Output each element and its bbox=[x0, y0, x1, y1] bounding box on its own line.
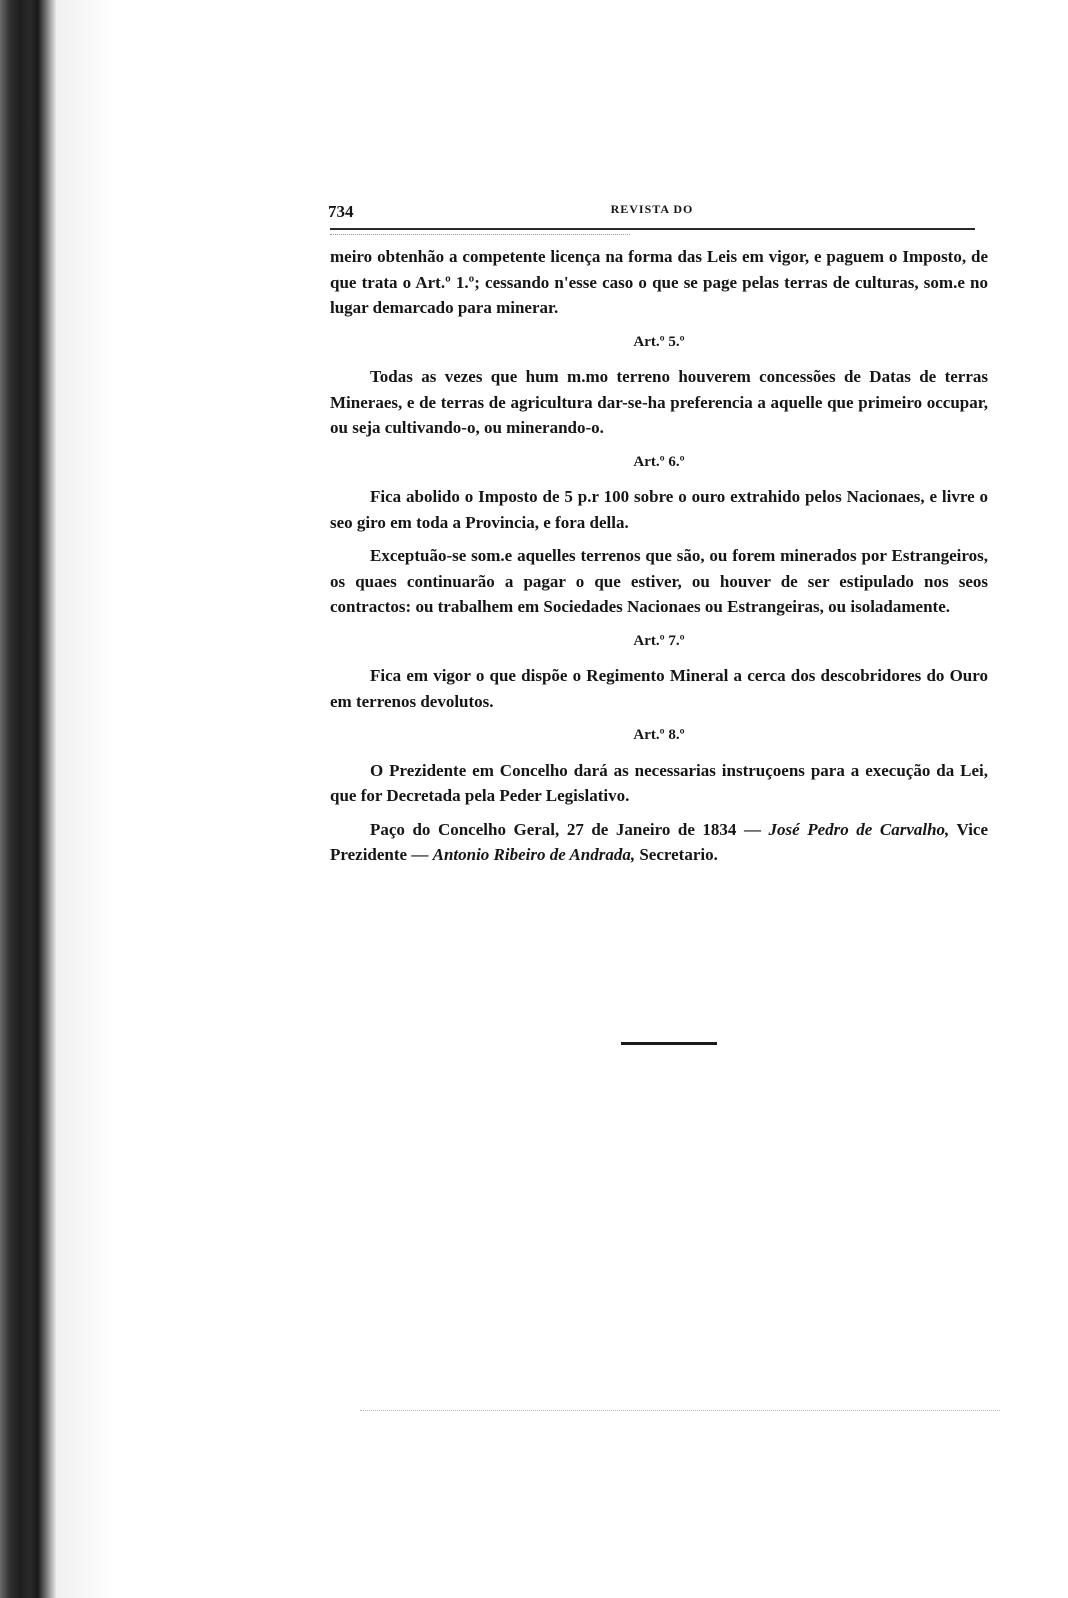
bottom-faint-dotted-line bbox=[360, 1410, 1000, 1411]
signatory-secretary-role: Secretario. bbox=[639, 845, 718, 864]
article-8-text: O Prezidente em Concelho dará as necessarias instruçoens para a execução da Lei, que for Decretada pela Peder Legislativo. bbox=[330, 760, 988, 805]
page-header bbox=[328, 198, 976, 228]
article-6-text: Fica abolido o Imposto de 5 p.r 100 sobre o ouro extrahido pelos Nacionaes, e livre o seo giro em toda a Provincia, e fora della. bbox=[330, 487, 988, 532]
closing-signature bbox=[330, 817, 988, 868]
end-of-section-rule bbox=[621, 1042, 717, 1045]
article-5-text: Todas as vezes que hum m.mo terreno houverem concessões de Datas de terras Mineraes, e de terras de agricultura dar-se-ha preferencia a aquelle que primeiro occupar, ou seja cultivando-o, ou minerando-o. bbox=[330, 367, 988, 437]
signatory-vice-president-role: Vice Prezidente — bbox=[330, 819, 989, 864]
document-body bbox=[330, 244, 988, 868]
header-rule-faint bbox=[330, 234, 630, 235]
article-7-heading: Art.º 7.º bbox=[633, 632, 685, 649]
book-binding-edge bbox=[0, 0, 56, 1598]
closing-date-line: Paço do Concelho Geral, 27 de Janeiro de 1834 — bbox=[370, 819, 761, 839]
article-8-heading: Art.º 8.º bbox=[633, 727, 685, 743]
signatory-vice-president-name: José Pedro de Carvalho, bbox=[768, 819, 950, 839]
article-6-heading: Art.º 6.º bbox=[633, 453, 685, 470]
running-title: REVISTA DO bbox=[610, 202, 694, 216]
signatory-secretary-name: Antonio Ribeiro de Andrada, bbox=[432, 845, 636, 864]
header-rule bbox=[330, 228, 975, 230]
article-7-text: Fica em vigor o que dispõe o Regimento Mineral a cerca dos descobridores do Ouro em terrenos devolutos. bbox=[330, 666, 988, 711]
page-number: 734 bbox=[328, 202, 354, 221]
page-gutter-shadow bbox=[56, 0, 116, 1598]
paragraph-intro: meiro obtenhão a competente licença na forma das Leis em vigor, e paguem o Imposto, de que trata o Art.º 1.º; cessando n'esse caso o que se page pelas terras de culturas, som.e no lugar demarcado para minerar. bbox=[330, 247, 988, 317]
article-5-heading: Art.º 5.º bbox=[633, 333, 685, 350]
article-6-exception-text: Exceptuão-se som.e aquelles terrenos que são, ou forem minerados por Estrangeiros, os quaes continuarão a pagar o que estiver, ou houver de ser estipulado nos seos contractos: ou trabalhem em Sociedades Nacionaes ou Estrangeiras, ou isoladamente. bbox=[330, 546, 988, 616]
